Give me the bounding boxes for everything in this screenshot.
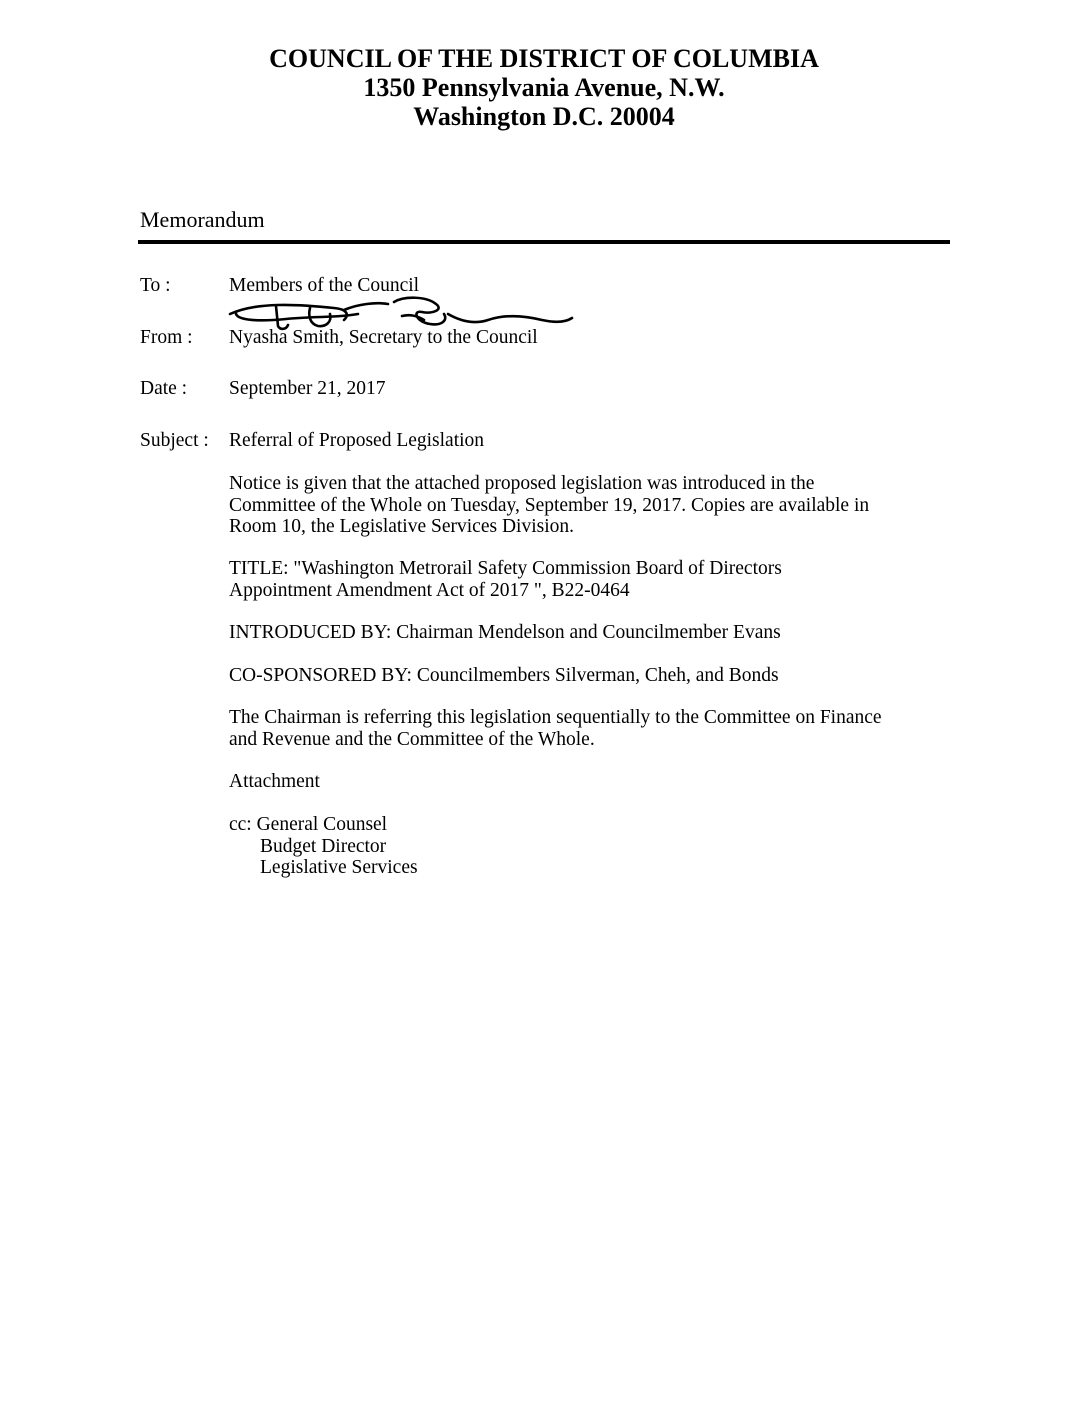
subject-label: Subject : [140,430,209,451]
notice-line: Notice is given that the attached proposed legislation was introduced in the [229,473,815,494]
cosponsored-by-line: CO-SPONSORED BY: Councilmembers Silverman, Cheh, and Bonds [229,665,779,686]
date-label: Date : [140,378,188,399]
letterhead [0,44,1088,131]
title-line: TITLE: "Washington Metrorail Safety Commission Board of Directors [229,558,782,579]
to-label: To : [140,275,171,296]
attachment-note [229,771,949,793]
referral-line: The Chairman is referring this legislation sequentially to the Committee on Finance [229,707,882,728]
attachment-label: Attachment [229,771,320,792]
referral-line: and Revenue and the Committee of the Whole. [229,728,595,750]
referral-paragraph [229,707,949,750]
date-value: September 21, 2017 [229,378,386,399]
title-paragraph [229,558,949,601]
letterhead-org-name: COUNCIL OF THE DISTRICT OF COLUMBIA [269,44,819,73]
introduced-by-line: INTRODUCED BY: Chairman Mendelson and Councilmember Evans [229,622,781,643]
cc-item: Legislative Services [260,857,418,878]
introduced-by [229,622,949,644]
from-value: Nyasha Smith, Secretary to the Council [229,327,538,348]
to-value: Members of the Council [229,275,420,296]
cosponsored-by [229,665,949,687]
memo-title: Memorandum [140,207,265,232]
notice-line: Committee of the Whole on Tuesday, September 19, 2017. Copies are available in [229,494,870,516]
title-line: Appointment Amendment Act of 2017 ", B22-0464 [229,579,630,601]
cc-list [229,814,949,879]
subject-value: Referral of Proposed Legislation [229,430,485,451]
cc-item: cc: General Counsel [229,814,388,835]
letterhead-street-address: 1350 Pennsylvania Avenue, N.W. [363,73,725,102]
header-divider [138,240,950,244]
cc-item: Budget Director [260,835,387,857]
notice-paragraph [229,473,949,538]
from-label: From : [140,327,193,348]
notice-line: Room 10, the Legislative Services Division. [229,516,574,537]
letterhead-city-address: Washington D.C. 20004 [413,102,675,131]
